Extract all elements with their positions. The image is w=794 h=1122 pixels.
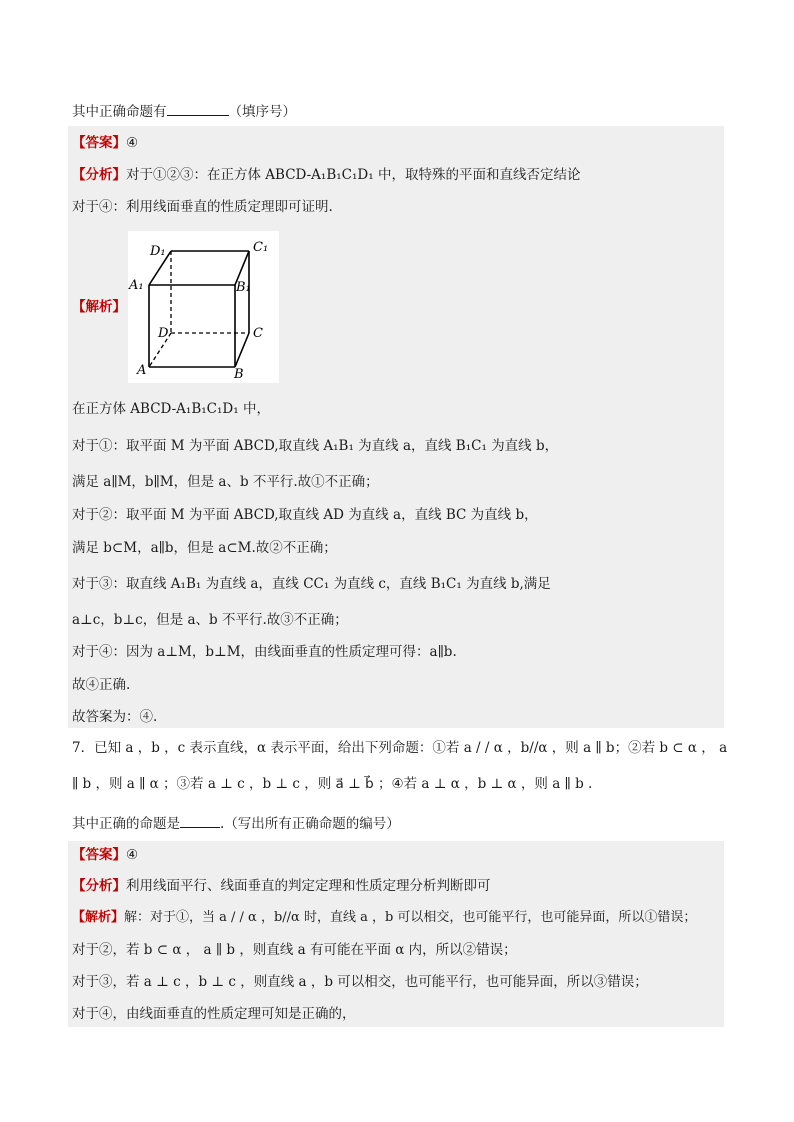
- jiexi-line-3: [72, 941, 517, 959]
- solution-line-4: [72, 506, 538, 524]
- solution-text-8: 对于④：因为 a⊥M，b⊥M，由线面垂直的性质定理可得：a∥b.: [72, 644, 457, 660]
- label-c1: C₁: [253, 240, 269, 255]
- solution-line-7: [72, 611, 348, 629]
- solution-text-5: 满足 b⊂M，a∥b，但是 a⊂M.故②不正确；: [72, 540, 337, 556]
- question-7-line-3: [72, 813, 400, 833]
- label-d1: D₁: [150, 244, 166, 259]
- question-text: 其中正确命题有: [72, 104, 167, 120]
- answer-value: ④: [126, 135, 139, 151]
- analysis-tag-2: 【分析】: [72, 878, 126, 894]
- analysis-text-2: 对于④：利用线面垂直的性质定理即可证明.: [72, 199, 333, 215]
- fill-blank: [167, 101, 229, 116]
- question-7-line-1: [72, 739, 727, 757]
- solution-line-6: [72, 575, 551, 593]
- jiexi-tag: 【解析】: [72, 299, 126, 315]
- label-c: C: [253, 326, 263, 341]
- answer-block-1: [68, 126, 724, 728]
- jiexi-line: [72, 298, 126, 316]
- jiexi-text-4: 对于④，由线面垂直的性质定理可知是正确的，: [72, 1006, 356, 1022]
- fill-blank-2: [180, 813, 220, 828]
- analysis-line-2: [72, 198, 333, 216]
- jiexi-text-3: 对于③，若 a ⊥ c ，b ⊥ c ，则直线 a ，b 可以相交，也可能平行，也可能异面，所以③错误；: [72, 974, 648, 990]
- analysis-line: [72, 166, 580, 184]
- solution-line-10: [72, 708, 157, 726]
- jiexi-line-5: [72, 1005, 356, 1023]
- solution-text-1: 在正方体 ABCD-A₁B₁C₁D₁ 中，: [72, 401, 270, 417]
- answer-tag-2: 【答案】: [72, 847, 126, 863]
- jiexi-text-1: 解：对于①，当 a / / α ，b//α 时，直线 a ，b 可以相交，也可能平行，也可能异面，所以①错误；: [124, 910, 697, 925]
- jiexi-tag-2: 【解析】: [72, 910, 125, 925]
- solution-text-10: 故答案为：④.: [72, 709, 158, 725]
- question-7-text-pre: 其中正确的命题是: [72, 816, 180, 832]
- jiexi-line-4: [72, 973, 648, 991]
- answer-value-2: ④: [126, 847, 139, 863]
- jiexi-text-2: 对于②，若 b ⊂ α ， a ∥ b ，则直线 a 有可能在平面 α 内，所以②错误；: [72, 942, 517, 958]
- answer-tag: 【答案】: [72, 135, 126, 151]
- label-a: A: [137, 363, 147, 378]
- label-a1: A₁: [129, 278, 144, 293]
- solution-line-2: [72, 437, 558, 455]
- cube-diagram: [128, 231, 279, 383]
- analysis-tag: 【分析】: [72, 167, 126, 183]
- label-d: D: [158, 326, 169, 341]
- solution-text-4: 对于②：取平面 M 为平面 ABCD,取直线 AD 为直线 a，直线 BC 为直线 b，: [72, 507, 538, 523]
- solution-text-6: 对于③：取直线 A₁B₁ 为直线 a，直线 CC₁ 为直线 c，直线 B₁C₁ 为直线 b,满足: [72, 576, 551, 592]
- solution-line-3: [72, 473, 379, 491]
- answer-block-2: [68, 841, 724, 1027]
- question-7-line-2: [72, 775, 592, 793]
- jiexi-line-2: [72, 909, 696, 927]
- analysis-line-b: [72, 877, 491, 895]
- label-b1: B₁: [236, 280, 251, 295]
- question-7-text-post: .（写出所有正确命题的编号）: [220, 816, 400, 832]
- question-7-text-2: ∥ b ，则 a ∥ α ；③若 a ⊥ c ，b ⊥ c ，则 a⃗ ⊥ b⃗ ；④若 a ⊥ α ，b ⊥ α ，则 a ∥ b .: [72, 776, 593, 792]
- cube-figure: [128, 231, 279, 383]
- solution-text-9: 故④正确.: [72, 677, 131, 693]
- solution-line-5: [72, 539, 337, 557]
- question-prompt-line: [72, 101, 296, 121]
- question-suffix: （填序号）: [228, 104, 296, 120]
- solution-text-2: 对于①：取平面 M 为平面 ABCD,取直线 A₁B₁ 为直线 a，直线 B₁C₁ 为直线 b，: [72, 438, 559, 454]
- solution-line-1: [72, 400, 270, 418]
- solution-line-9: [72, 676, 130, 694]
- solution-line-8: [72, 643, 457, 661]
- analysis-text-b: 利用线面平行、线面垂直的判定定理和性质定理分析判断即可: [126, 878, 491, 894]
- question-7-text-1: 7．已知 a ，b ，c 表示直线，α 表示平面，给出下列命题：①若 a / / α ，b//α ，则 a ∥ b；②若 b ⊂ α ， a: [72, 740, 728, 756]
- solution-text-7: a⊥c，b⊥c，但是 a、b 不平行.故③不正确；: [72, 612, 348, 628]
- label-b: B: [234, 367, 244, 382]
- answer-line: [72, 134, 138, 152]
- analysis-text: 对于①②③：在正方体 ABCD-A₁B₁C₁D₁ 中，取特殊的平面和直线否定结论: [126, 167, 581, 183]
- answer-line-2: [72, 846, 138, 864]
- solution-text-3: 满足 a∥M，b∥M，但是 a、b 不平行.故①不正确；: [72, 474, 379, 490]
